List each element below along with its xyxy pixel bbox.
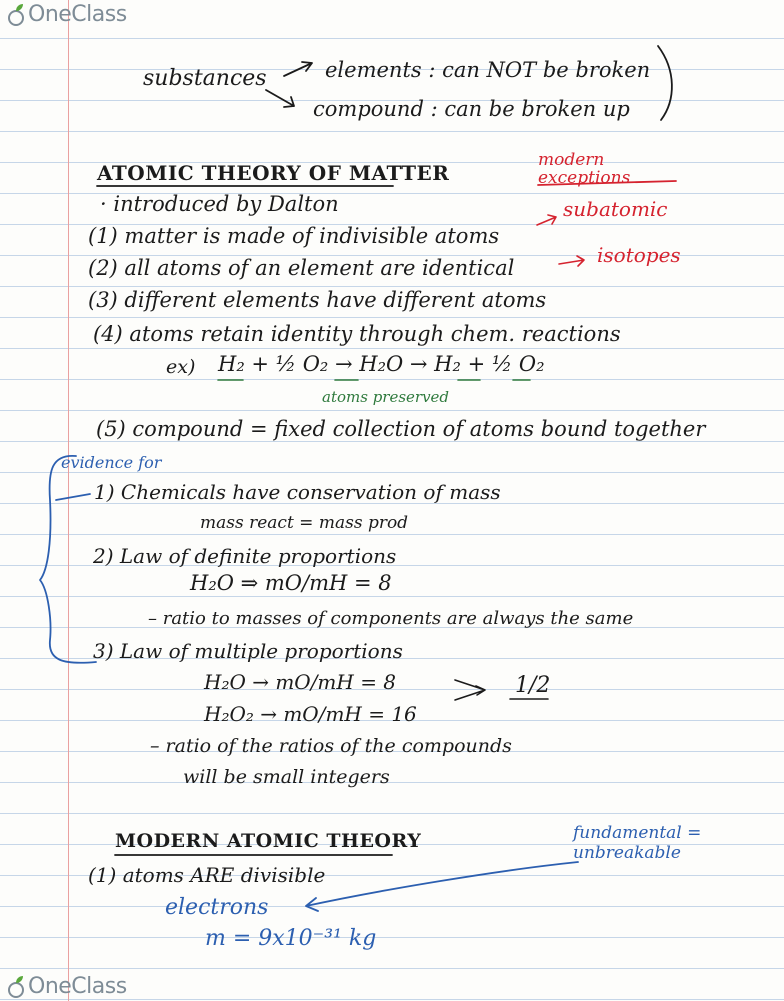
point-2: (2) all atoms of an element are identical <box>88 256 515 280</box>
example-label: ex) <box>166 356 196 378</box>
oneclass-leaf-icon <box>6 3 26 27</box>
atoms-preserved-label: atoms preserved <box>322 388 450 406</box>
evidence-2-note: – ratio to masses of components are always the same <box>148 608 634 629</box>
evidence-bracket-tick <box>56 494 90 500</box>
oneclass-leaf-icon <box>6 975 26 999</box>
evidence-1: 1) Chemicals have conservation of mass <box>94 480 501 504</box>
substances-label: substances <box>143 66 267 91</box>
closing-bracket <box>658 46 672 120</box>
arrow-to-subatomic <box>537 215 556 225</box>
arrow-to-electrons <box>306 862 578 911</box>
oneclass-logo-top <box>6 2 127 27</box>
arrow-to-elements <box>284 62 312 76</box>
arrow-to-isotopes <box>559 256 584 266</box>
brand-name: OneClass <box>28 2 127 27</box>
electron-mass-equation: m = 9x10⁻³¹ kg <box>205 926 377 951</box>
margin-line <box>68 0 69 1001</box>
evidence-3-ratio: 1/2 <box>515 673 551 698</box>
arrow-to-compound <box>266 90 294 107</box>
section-title-atomic-theory: ATOMIC THEORY OF MATTER <box>97 161 450 185</box>
section-title-modern-atomic-theory: MODERN ATOMIC THEORY <box>115 830 422 852</box>
point-4: (4) atoms retain identity through chem. reactions <box>93 322 621 346</box>
evidence-3-note-2: will be small integers <box>183 766 390 788</box>
ratio-arrow <box>455 680 485 700</box>
evidence-2: 2) Law of definite proportions <box>93 544 397 568</box>
oneclass-logo-bottom <box>6 974 127 999</box>
point-3: (3) different elements have different atoms <box>88 288 547 312</box>
electrons-label: electrons <box>165 895 269 920</box>
isotopes-label: isotopes <box>597 243 681 267</box>
evidence-2-equation: H₂O ⇒ mO/mH = 8 <box>190 571 392 595</box>
point-5: (5) compound = fixed collection of atoms bound together <box>96 417 706 441</box>
brand-name: OneClass <box>28 974 127 999</box>
evidence-3-note-1: – ratio of the ratios of the compounds <box>150 735 512 757</box>
modern-point-1: (1) atoms ARE divisible <box>88 863 326 887</box>
evidence-for-label: evidence for <box>61 453 162 472</box>
evidence-1-equation: mass react = mass prod <box>200 513 409 533</box>
compound-line: compound : can be broken up <box>313 97 630 121</box>
evidence-3: 3) Law of multiple proportions <box>93 639 403 663</box>
example-equation: H₂ + ½ O₂ → H₂O → H₂ + ½ O₂ <box>218 352 545 376</box>
modern-exceptions-label: modern exceptions <box>538 150 631 188</box>
fundamental-note: fundamental = unbreakable <box>573 823 702 863</box>
evidence-3-equation-2: H₂O₂ → mO/mH = 16 <box>204 702 417 726</box>
introduced-line: · introduced by Dalton <box>100 192 339 216</box>
point-1: (1) matter is made of indivisible atoms <box>88 224 500 248</box>
elements-line: elements : can NOT be broken <box>325 58 651 82</box>
subatomic-label: subatomic <box>563 197 668 221</box>
evidence-3-equation-1: H₂O → mO/mH = 8 <box>204 670 397 694</box>
